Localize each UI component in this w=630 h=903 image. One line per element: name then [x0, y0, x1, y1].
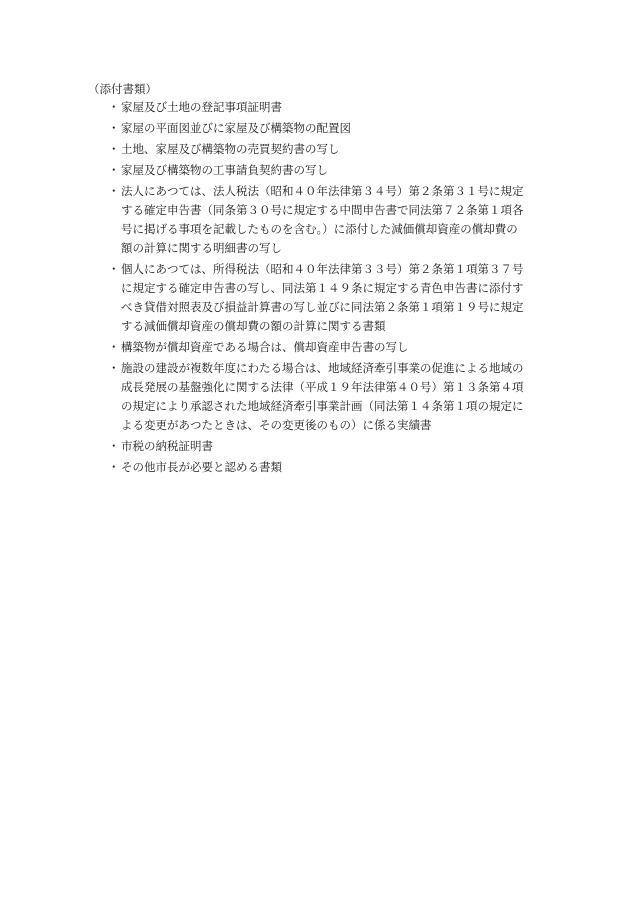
list-item-text: 法人にあつては、法人税法（昭和４０年法律第３４号）第２条第３１号に規定する確定申告書（同条第３０号に規定する中間申告書で同法第７２条第１項各号に掲げる事項を記載したものを含む。）に添付した減価償却資産の償却費の額の計算に関する明細書の写し	[121, 184, 524, 255]
list-item	[108, 338, 528, 357]
list-item-text: 個人にあつては、所得税法（昭和４０年法律第３３号）第２条第１項第３７号に規定する確定申告書の写し、同法第１４９条に規定する青色申告書に添付すべき貸借対照表及び損益計算書の写し並びに同法第２条第１項第１９号に規定する減価償却資産の償却費の額の計算に関する書類	[121, 262, 524, 333]
bullet-mark: ・	[108, 460, 120, 474]
list-item-text: 家屋の平面図並びに家屋及び構築物の配置図	[121, 121, 351, 135]
list-item-text: 家屋及び土地の登記事項証明書	[121, 100, 282, 114]
bullet-mark: ・	[108, 142, 120, 156]
list-item-text: 家屋及び構築物の工事請負契約書の写し	[121, 163, 328, 177]
bullet-mark: ・	[108, 361, 120, 375]
bullet-mark: ・	[108, 262, 120, 276]
attached-documents-heading: （添付書類）	[88, 82, 157, 96]
list-item-text: 構築物が償却資産である場合は、償却資産申告書の写し	[121, 340, 409, 354]
bullet-mark: ・	[108, 439, 120, 453]
list-item	[108, 182, 528, 258]
list-item	[108, 260, 528, 336]
list-item-text: その他市長が必要と認める書類	[121, 460, 282, 474]
bullet-mark: ・	[108, 340, 120, 354]
bullet-mark: ・	[108, 163, 120, 177]
list-item	[108, 98, 528, 117]
bullet-mark: ・	[108, 121, 120, 135]
list-item-text: 土地、家屋及び構築物の売買契約書の写し	[121, 142, 340, 156]
list-item	[108, 119, 528, 138]
list-item	[108, 359, 528, 435]
list-item	[108, 161, 528, 180]
list-item	[108, 437, 528, 456]
list-item-text: 施設の建設が複数年度にわたる場合は、地域経済牽引事業の促進による地域の成長発展の基盤強化に関する法律（平成１９年法律第４０号）第１３条第４項の規定により承認された地域経済牽引事業計画（同法第１４条第１項の規定による変更があつたときは、その変更後のもの）に係る実績書	[121, 361, 524, 432]
attached-documents-list	[108, 98, 528, 479]
list-item	[108, 458, 528, 477]
list-item-text: 市税の納税証明書	[121, 439, 213, 453]
bullet-mark: ・	[108, 184, 120, 198]
list-item	[108, 140, 528, 159]
bullet-mark: ・	[108, 100, 120, 114]
